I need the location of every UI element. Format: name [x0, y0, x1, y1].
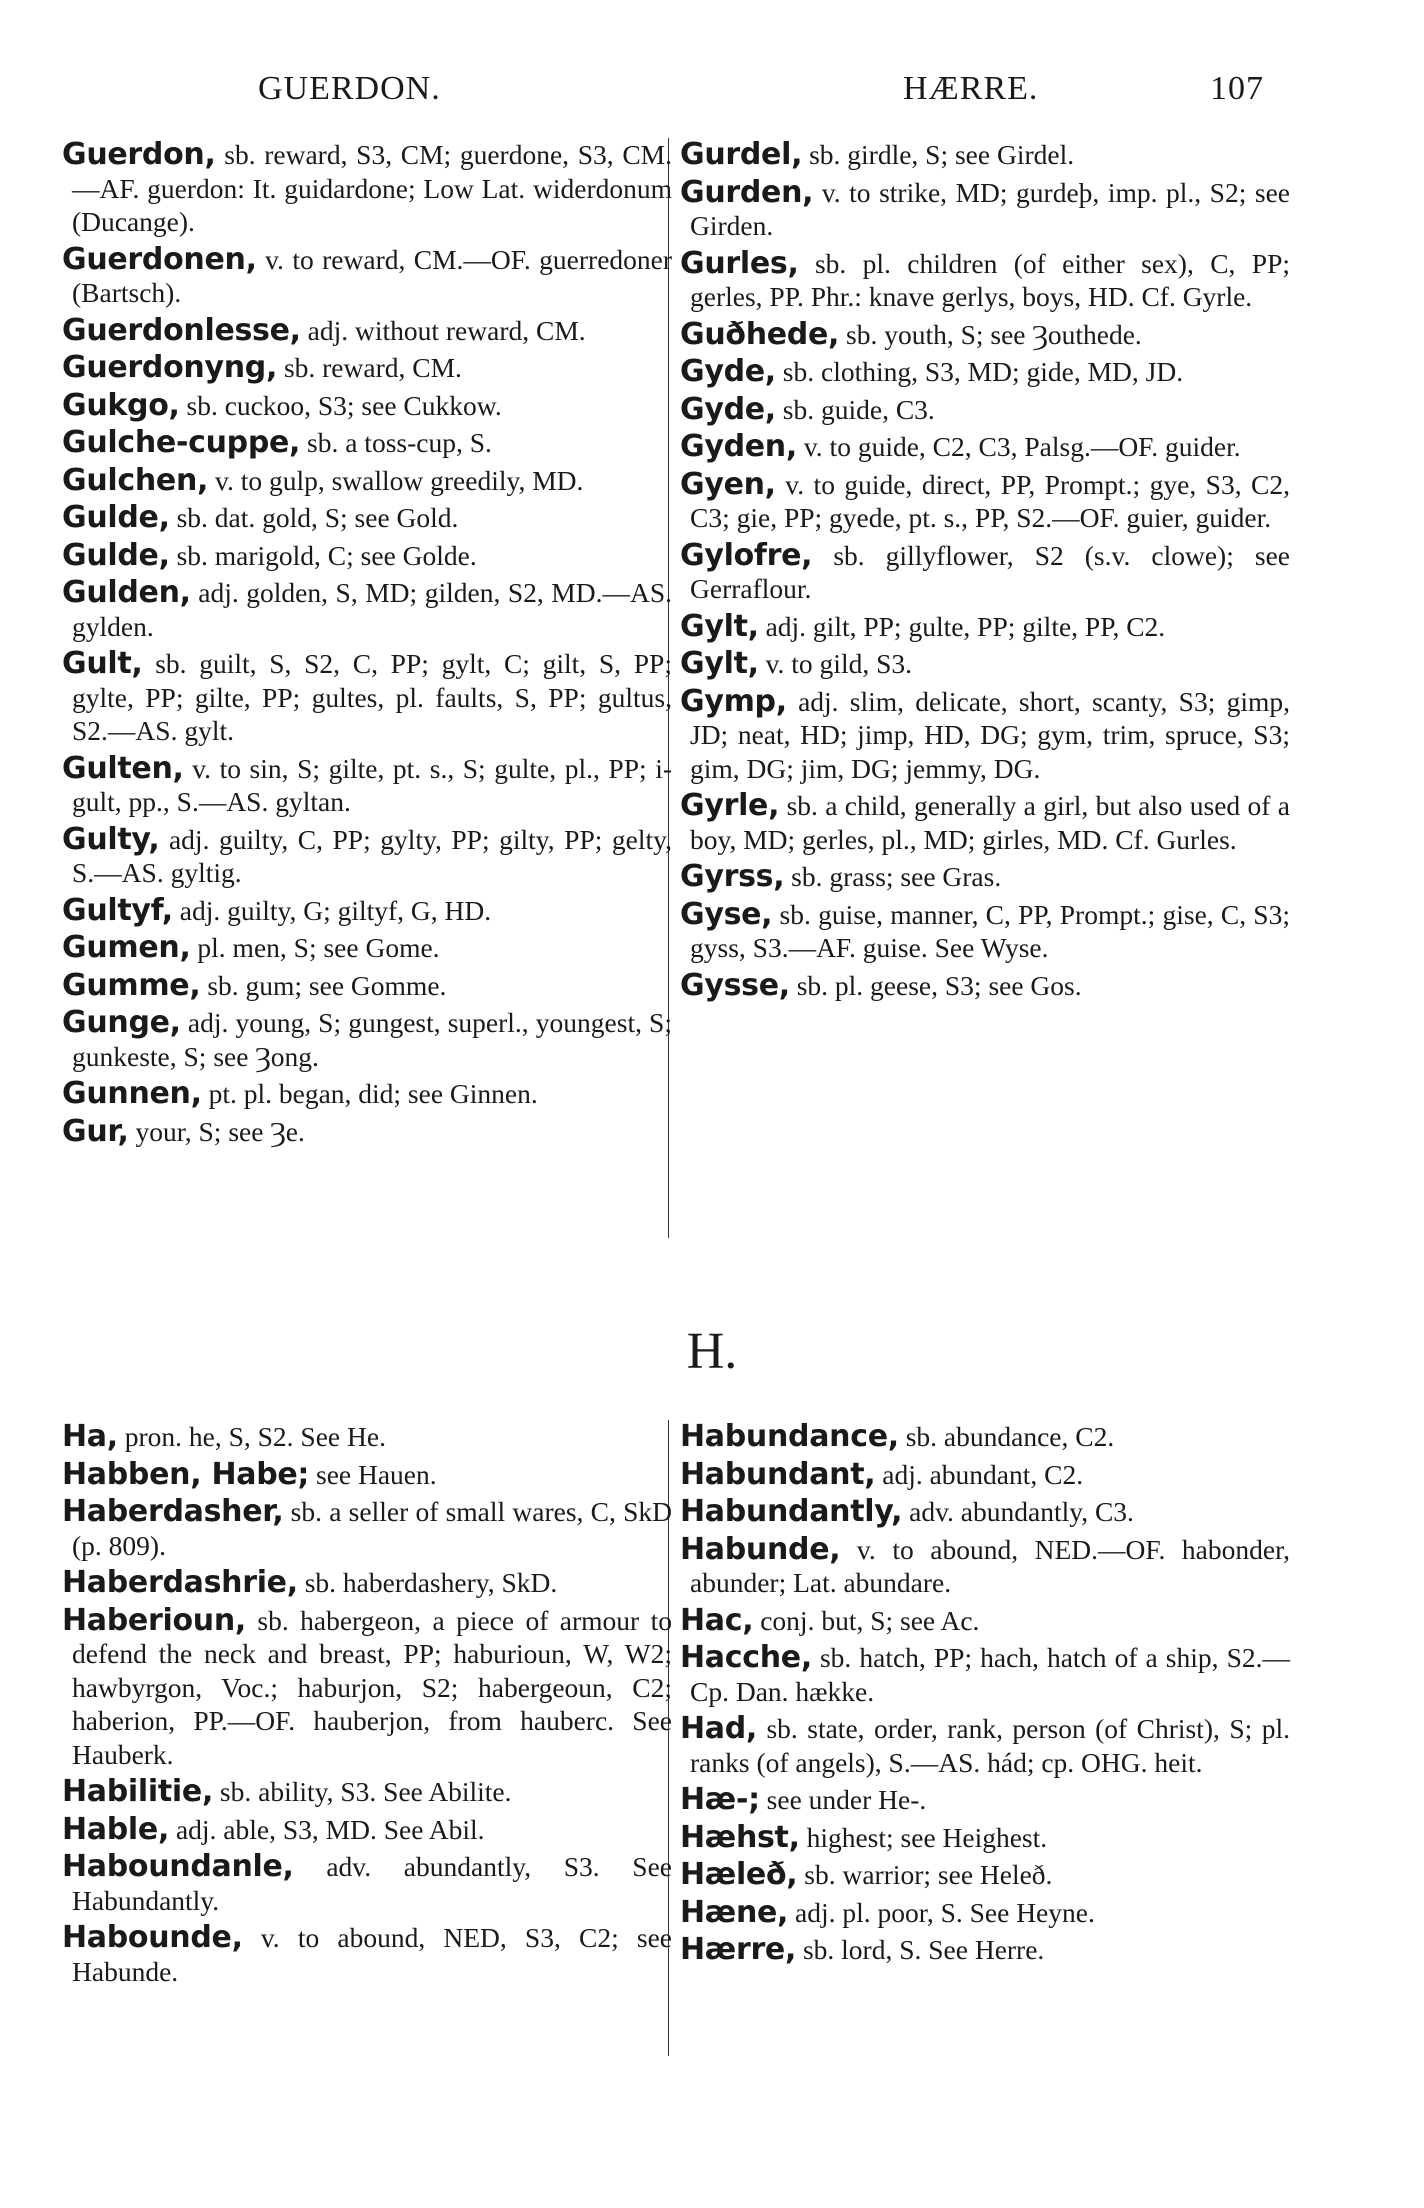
headword: Gunge, [62, 1005, 181, 1040]
entry-definition: conj. but, S; see Ac. [760, 1604, 980, 1636]
entry-definition: sb. reward, S3, CM; guerdone, S3, CM.—AF. guerdon: It. guidardone; Low Lat. widerdonum (Ducange). [72, 139, 672, 237]
entry-definition: sb. girdle, S; see Girdel. [809, 139, 1075, 170]
headword: Guerdonen, [62, 241, 257, 277]
headword: Ha, [62, 1419, 118, 1454]
dictionary-entry [680, 1783, 1290, 1817]
page-number: 107 [1210, 70, 1264, 107]
entry-definition: adj. without reward, CM. [307, 314, 586, 346]
entry-definition: sb. a child, generally a girl, but also used of a boy, MD; gerles, pl., MD; girles, MD. Cf. Gurles. [690, 790, 1291, 855]
dictionary-entry [680, 176, 1290, 243]
entry-definition: v. to guide, direct, PP, Prompt.; gye, S3, C2, C3; gie, PP; gyede, pt. s., PP, S2.—OF. guier, guider. [690, 468, 1291, 533]
entry-definition: sb. grass; see Gras. [791, 861, 1002, 892]
dictionary-entry [62, 647, 672, 748]
running-head-right: HÆRRE. [903, 70, 1039, 107]
entry-definition: sb. youth, S; see Ȝouthede. [846, 318, 1142, 350]
entry-definition: v. to sin, S; gilte, pt. s., S; gulte, pl., PP; i-gult, pp., S.—AS. gyltan. [72, 752, 672, 817]
entry-definition: sb. gillyflower, S2 (s.v. clowe); see Gerraflour. [690, 539, 1291, 604]
dictionary-entry [680, 789, 1290, 856]
headword: Gyrle, [680, 788, 780, 823]
entry-definition: sb. haberdashery, SkD. [304, 1567, 558, 1598]
dictionary-entry [62, 539, 672, 573]
entry-definition: sb. state, order, rank, person (of Christ), S; pl. ranks (of angels), S.—AS. hád; cp. OHG. heit. [690, 1713, 1291, 1778]
headword: Habilitie, [62, 1774, 214, 1809]
entry-definition: pron. he, S, S2. See He. [124, 1421, 386, 1452]
entry-definition: sb. guide, C3. [782, 393, 935, 425]
dictionary-entry [62, 1006, 672, 1073]
headword: Gumme, [62, 967, 201, 1003]
entry-definition: adj. guilty, C, PP; gylty, PP; gilty, PP; gelty, S.—AS. gyltig. [72, 823, 673, 888]
entry-definition: sb. marigold, C; see Golde. [176, 539, 477, 571]
headword: Gylofre, [680, 537, 813, 573]
entry-definition: sb. gum; see Gomme. [207, 969, 447, 1001]
dictionary-entry [62, 464, 672, 498]
dictionary-entry [62, 1921, 672, 1988]
headword: Gyse, [680, 896, 773, 932]
entry-definition: adj. slim, delicate, short, scanty, S3; gimp, JD; neat, HD; jimp, HD, DG; gym, trim, spruce, S3; gim, DG; jim, DG; jemmy, DG. [690, 685, 1291, 784]
dictionary-entry [62, 752, 672, 819]
dictionary-entry [680, 1821, 1290, 1855]
headword: Haberioun, [62, 1602, 246, 1638]
entry-definition: v. to abound, NED.—OF. habonder, abunder; Lat. abundare. [690, 1533, 1291, 1598]
dictionary-entry [680, 1458, 1290, 1492]
headword: Hable, [62, 1811, 170, 1847]
headword: Gysse, [680, 967, 790, 1003]
dictionary-entry [680, 1533, 1290, 1600]
headword: Gylt, [680, 646, 759, 681]
entry-definition: sb. habergeon, a piece of armour to defend the neck and breast, PP; haburioun, W, W2; hawbyrgon, Voc.; haburjon, S2; habergeoun, C2; haberion, PP.—OF. hauberjon, from hauberc. See Hauberk. [72, 1604, 673, 1770]
headword: Gyrss, [680, 859, 785, 894]
dictionary-entry [62, 1566, 672, 1600]
dictionary-entry [680, 610, 1290, 644]
headword: Haberdasher, [62, 1494, 284, 1529]
headword: Gult, [62, 646, 143, 681]
headword: Guerdon, [62, 137, 216, 172]
dictionary-entry [680, 539, 1290, 606]
column-h-right [680, 1420, 1290, 1971]
headword: Gulden, [62, 575, 191, 610]
headword: Habundant, [680, 1456, 876, 1492]
headword: Gulty, [62, 821, 160, 857]
dictionary-entry [680, 898, 1290, 965]
entry-definition: adj. abundant, C2. [882, 1458, 1084, 1490]
headword: Gurden, [680, 174, 814, 210]
dictionary-entry [680, 1495, 1290, 1529]
headword: Gurdel, [680, 137, 803, 172]
dictionary-entry [680, 138, 1290, 172]
dictionary-entry [62, 931, 672, 965]
headword: Guðhede, [680, 316, 840, 352]
dictionary-entry [680, 1712, 1290, 1779]
headword: Gyen, [680, 466, 776, 502]
headword: Guerdonlesse, [62, 312, 301, 348]
entry-definition: adj. guilty, G; giltyf, G, HD. [179, 894, 492, 926]
dictionary-entry [62, 501, 672, 535]
dictionary-entry [62, 426, 672, 460]
entry-definition: v. to gild, S3. [765, 648, 913, 679]
dictionary-entry [680, 393, 1290, 427]
dictionary-entry [62, 1850, 672, 1917]
headword: Gylt, [680, 608, 759, 644]
dictionary-entry [62, 389, 672, 423]
dictionary-entry [680, 860, 1290, 894]
headword: Gur, [62, 1113, 129, 1149]
dictionary-entry [62, 1495, 672, 1562]
entry-definition: sb. cuckoo, S3; see Cukkow. [186, 389, 502, 421]
dictionary-entry [62, 576, 672, 643]
headword: Hærre, [680, 1932, 797, 1967]
headword: Gurles, [680, 245, 799, 281]
dictionary-entry [680, 355, 1290, 389]
column-g-left [62, 138, 672, 1152]
dictionary-entry [62, 823, 672, 890]
entry-definition: sb. pl. geese, S3; see Gos. [796, 969, 1082, 1001]
headword: Guerdonyng, [62, 350, 278, 385]
dictionary-entry [680, 430, 1290, 464]
headword: Gultyf, [62, 892, 173, 928]
headword: Gumen, [62, 930, 191, 965]
dictionary-entry [62, 969, 672, 1003]
entry-definition: v. to abound, NED, S3, C2; see Habunde. [72, 1922, 673, 1987]
headword: Gulde, [62, 537, 170, 573]
headword: Habounde, [62, 1920, 243, 1955]
dictionary-entry [680, 685, 1290, 786]
dictionary-entry [62, 138, 672, 239]
running-head-left: GUERDON. [258, 70, 441, 107]
column-h-left [62, 1420, 672, 1992]
headword: Gyde, [680, 354, 776, 389]
dictionary-entry [680, 468, 1290, 535]
headword: Habben, Habe; [62, 1456, 310, 1492]
dictionary-entry [62, 1813, 672, 1847]
headword: Gulche-cuppe, [62, 425, 301, 460]
entry-definition: sb. abundance, C2. [905, 1421, 1115, 1452]
entry-definition: see under He-. [766, 1784, 927, 1815]
dictionary-entry [62, 1115, 672, 1149]
entry-definition: v. to reward, CM.—OF. guerredoner (Bartsch). [72, 243, 673, 308]
headword: Hac, [680, 1602, 754, 1638]
entry-definition: adj. young, S; gungest, superl., youngest, S; gunkeste, S; see Ȝong. [72, 1007, 672, 1072]
headword: Habundantly, [680, 1494, 903, 1529]
headword: Gulchen, [62, 462, 209, 498]
entry-definition: pl. men, S; see Gome. [197, 932, 440, 963]
dictionary-entry [680, 1604, 1290, 1638]
headword: Hæhst, [680, 1819, 800, 1855]
dictionary-entry [680, 969, 1290, 1003]
dictionary-entry [62, 1604, 672, 1772]
entry-definition: sb. pl. children (of either sex), C, PP; gerles, PP. Phr.: knave gerlys, boys, HD. Cf. Gyrle. [690, 247, 1291, 312]
entry-definition: v. to strike, MD; gurdeþ, imp. pl., S2; see Girden. [690, 176, 1290, 241]
entry-definition: sb. a seller of small wares, C, SkD (p. 809). [72, 1496, 672, 1561]
entry-definition: adv. abundantly, S3. See Habundantly. [72, 1851, 673, 1916]
dictionary-entry [62, 351, 672, 385]
dictionary-entry [680, 647, 1290, 681]
headword: Habunde, [680, 1531, 841, 1567]
entry-definition: pt. pl. began, did; see Ginnen. [208, 1078, 538, 1109]
headword: Hæ-; [680, 1782, 760, 1817]
dictionary-entry [680, 318, 1290, 352]
dictionary-entry [680, 1420, 1290, 1454]
dictionary-entry [62, 1775, 672, 1809]
headword: Haberdashrie, [62, 1565, 298, 1600]
entry-definition: sb. reward, CM. [283, 352, 462, 383]
dictionary-entry [680, 1641, 1290, 1708]
entry-definition: your, S; see Ȝe. [135, 1115, 305, 1147]
column-g-right [680, 138, 1290, 1006]
entry-definition: sb. guilt, S, S2, C, PP; gylt, C; gilt, S, PP; gylte, PP; gilte, PP; gultes, pl. faults, S, PP; gultus, S2.—AS. gylt. [72, 648, 672, 746]
section-letter-heading: H. [686, 1323, 738, 1380]
headword: Hacche, [680, 1640, 812, 1675]
entry-definition: sb. clothing, S3, MD; gide, MD, JD. [782, 356, 1184, 387]
entry-definition: v. to gulp, swallow greedily, MD. [214, 464, 584, 496]
headword: Hæleð, [680, 1857, 798, 1892]
headword: Gukgo, [62, 387, 180, 423]
dictionary-entry [680, 247, 1290, 314]
entry-definition: see Hauen. [316, 1458, 437, 1490]
entry-definition: adj. gilt, PP; gulte, PP; gilte, PP, C2. [765, 610, 1166, 642]
dictionary-entry [62, 314, 672, 348]
entry-definition: sb. lord, S. See Herre. [802, 1934, 1045, 1965]
headword: Gyden, [680, 429, 797, 464]
entry-definition: sb. dat. gold, S; see Gold. [176, 502, 459, 533]
entry-definition: adj. golden, S, MD; gilden, S2, MD.—AS. gylden. [72, 577, 673, 642]
dictionary-entry [680, 1896, 1290, 1930]
dictionary-entry [680, 1933, 1290, 1967]
entry-definition: sb. guise, manner, C, PP, Prompt.; gise, C, S3; gyss, S3.—AF. guise. See Wyse. [690, 898, 1290, 963]
dictionary-entry [62, 1420, 672, 1454]
entry-definition: adj. pl. poor, S. See Heyne. [795, 1896, 1095, 1928]
headword: Hæne, [680, 1894, 789, 1930]
dictionary-entry [62, 894, 672, 928]
entry-definition: sb. warrior; see Heleð. [804, 1859, 1053, 1890]
entry-definition: adv. abundantly, C3. [909, 1496, 1134, 1527]
headword: Had, [680, 1711, 758, 1746]
dictionary-entry [62, 243, 672, 310]
headword: Haboundanle, [62, 1849, 294, 1884]
headword: Gymp, [680, 683, 787, 719]
dictionary-entry [680, 1858, 1290, 1892]
dictionary-entry [62, 1458, 672, 1492]
entry-definition: adj. able, S3, MD. See Abil. [175, 1813, 485, 1845]
entry-definition: sb. a toss-cup, S. [307, 427, 492, 458]
headword: Gunnen, [62, 1076, 202, 1111]
headword: Gulde, [62, 500, 170, 535]
entry-definition: sb. hatch, PP; hach, hatch of a ship, S2.—Cp. Dan. hække. [690, 1642, 1291, 1707]
headword: Gulten, [62, 750, 184, 786]
headword: Gyde, [680, 391, 776, 427]
entry-definition: highest; see Heighest. [806, 1821, 1048, 1853]
dictionary-entry [62, 1077, 672, 1111]
entry-definition: v. to guide, C2, C3, Palsg.—OF. guider. [803, 431, 1241, 462]
entry-definition: sb. ability, S3. See Abilite. [219, 1776, 512, 1807]
headword: Habundance, [680, 1419, 899, 1454]
